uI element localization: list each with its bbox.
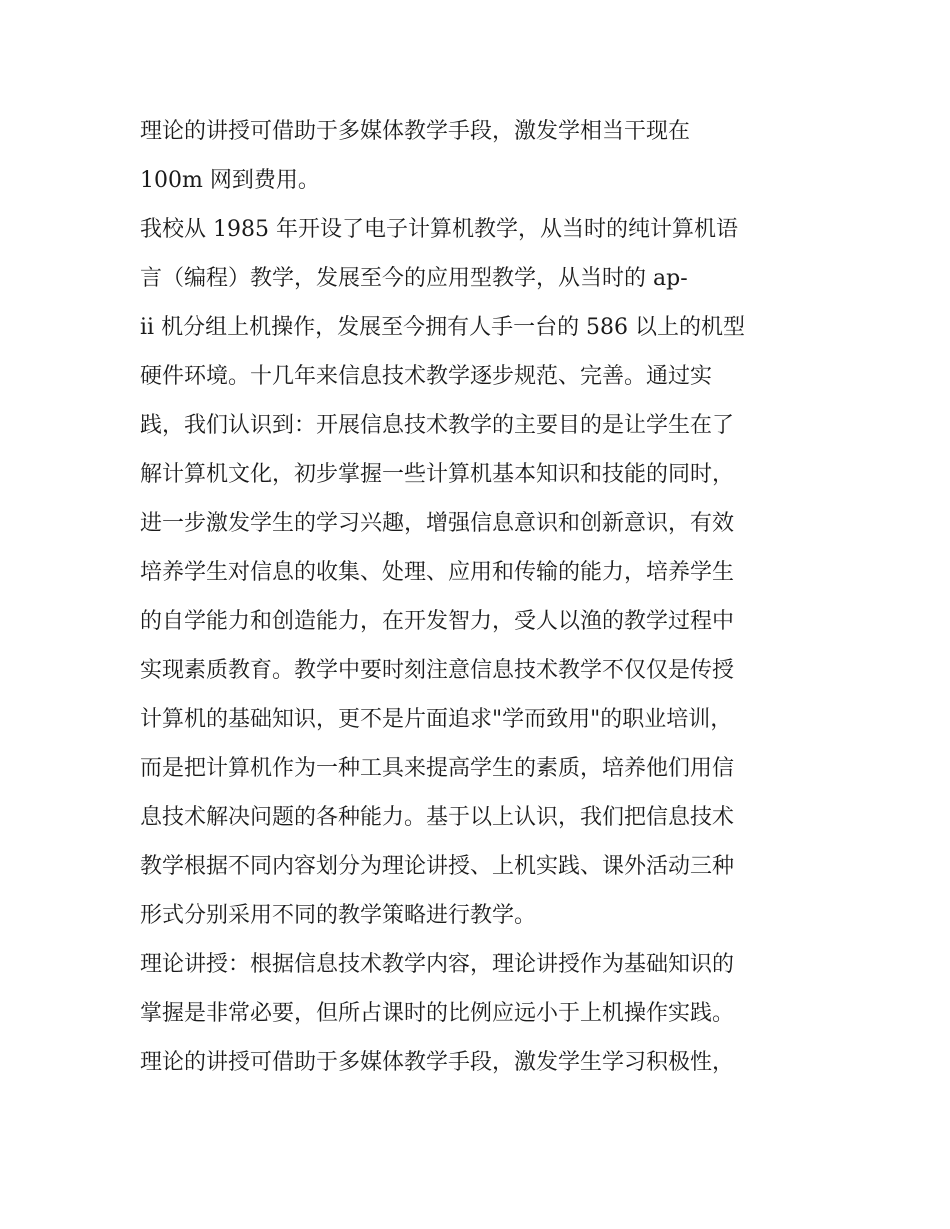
text-line: 硬件环境。十几年来信息技术教学逐步规范、完善。通过实 xyxy=(140,364,713,389)
text-line: 而是把计算机作为一种工具来提高学生的素质，培养他们用信 xyxy=(140,756,735,781)
text-line: 形式分别采用不同的教学策略进行教学。 xyxy=(140,903,537,928)
text-line: 计算机的基础知识，更不是片面追求"学而致用"的职业培训， xyxy=(140,707,733,732)
text-line: 的自学能力和创造能力，在开发智力，受人以渔的教学过程中 xyxy=(140,609,735,634)
text-line: 解计算机文化，初步掌握一些计算机基本知识和技能的同时， xyxy=(140,462,735,487)
text-line: 实现素质教育。教学中要时刻注意信息技术教学不仅仅是传授 xyxy=(140,658,735,683)
text-line: 教学根据不同内容划分为理论讲授、上机实践、课外活动三种 xyxy=(140,854,735,879)
text-line: 息技术解决问题的各种能力。基于以上认识，我们把信息技术 xyxy=(140,805,735,830)
body-text xyxy=(140,107,820,1087)
text-line: 理论的讲授可借助于多媒体教学手段，激发学相当干现在 xyxy=(140,119,691,144)
text-line: 理论的讲授可借助于多媒体教学手段，激发学生学习积极性， xyxy=(140,1050,735,1075)
text-line: 我校从 1985 年开设了电子计算机教学，从当时的纯计算机语 xyxy=(140,217,738,242)
text-line: ii 机分组上机操作，发展至今拥有人手一台的 586 以上的机型 xyxy=(140,315,746,340)
text-line: 掌握是非常必要，但所占课时的比例应远小于上机操作实践。 xyxy=(140,1001,735,1026)
text-line: 言（编程）教学，发展至今的应用型教学，从当时的 ap- xyxy=(140,266,688,291)
text-line: 进一步激发学生的学习兴趣，增强信息意识和创新意识，有效 xyxy=(140,511,735,536)
text-line: 培养学生对信息的收集、处理、应用和传输的能力，培养学生 xyxy=(140,560,735,585)
text-line: 理论讲授：根据信息技术教学内容，理论讲授作为基础知识的 xyxy=(140,952,735,977)
text-line: 践，我们认识到：开展信息技术教学的主要目的是让学生在了 xyxy=(140,413,735,438)
text-line: 100m 网到费用。 xyxy=(140,168,320,193)
